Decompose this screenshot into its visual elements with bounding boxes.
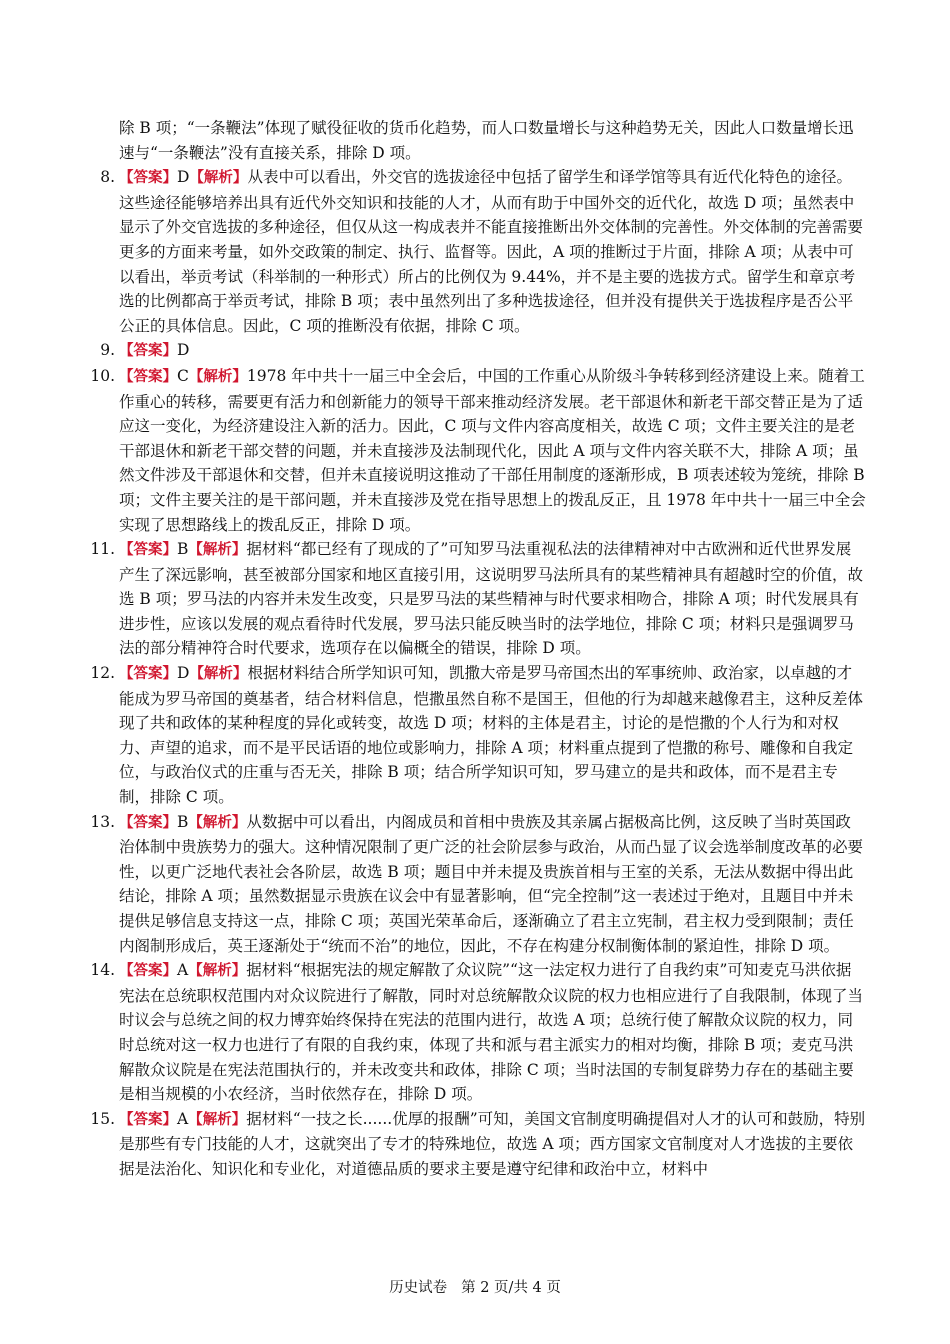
analysis-tag: 【解析】: [188, 542, 247, 559]
answer-item: [82, 958, 866, 1107]
answer-item: [82, 661, 866, 810]
item-number: 8.: [100, 168, 115, 187]
continued-paragraph: 除 B 项；“一条鞭法”体现了赋役征收的货币化趋势，而人口数量增长与这种趋势无关，因此人口数量增长迅速与“一条鞭法”没有直接关系，排除 D 项。: [119, 119, 854, 162]
answer-list: [82, 165, 866, 1181]
analysis-tag: 【解析】: [188, 814, 247, 831]
answer-item: [82, 338, 866, 364]
analysis-tag: 【解析】: [189, 666, 248, 683]
analysis-tag: 【解析】: [189, 170, 248, 187]
answer-tag: 【答案】: [119, 666, 177, 683]
answer-tag: 【答案】: [119, 542, 177, 559]
answer-letter: D: [177, 341, 190, 360]
analysis-text: 据材料“都已经有了现成的了”可知罗马法重视私法的法律精神对中古欧洲和近代世界发展产生了深远影响，甚至被部分国家和地区直接引用，这说明罗马法所具有的某些精神具有超越时空的价值，故选 B 项；罗马法的内容并未发生改变，只是罗马法的某些精神与时代要求相吻合，排除 A 项；时代发展具有进步性，应该以发展的观点看待时代发展，罗马法只能反映当时的法学地位，排除 C 项；材料只是强调罗马法的部分精神符合时代要求，选项存在以偏概全的错误，排除 D 项。: [119, 540, 864, 658]
answer-letter: A: [177, 961, 189, 980]
answer-tag: 【答案】: [119, 1111, 177, 1128]
item-number: 10.: [90, 366, 115, 385]
answer-item: [82, 537, 866, 661]
item-number: 9.: [100, 341, 115, 360]
footer-page-number: 第 2 页/共 4 页: [461, 1280, 561, 1296]
answer-tag: 【答案】: [119, 814, 177, 831]
analysis-text: 1978 年中共十一届三中全会后，中国的工作重心从阶级斗争转移到经济建设上来。随着工作重心的转移，需要更有活力和创新能力的领导干部来推动经济发展。老干部退休和新老干部交替正是为了适应这一变化，为经济建设注入新的活力。因此，C 项与文件内容高度相关，故选 C 项；文件主要关注的是老干部退休和新老干部交替的问题，并未直接涉及法制现代化，因此 A 项与文件内容关联不大，排除 A 项；虽然文件涉及干部退休和交替，但并未直接说明这推动了干部任用制度的逐渐形成，B 项表述较为笼统，排除 B 项；文件主要关注的是干部问题，并未直接涉及党在指导思想上的拨乱反正，且 1978 年中共十一届三中全会实现了思想路线上的拨乱反正，排除 D 项。: [119, 366, 866, 534]
analysis-text: 从数据中可以看出，内阁成员和首相中贵族及其亲属占据极高比例，这反映了当时英国政治体制中贵族势力的强大。这种情况限制了更广泛的社会阶层参与政治，从而凸显了议会选举制度改革的必要性，以更广泛地代表社会各阶层，故选 B 项；题目中并未提及贵族首相与王室的关系，无法从数据中得出此结论，排除 A 项；虽然数据显示贵族在议会中有显著影响，但“完全控制”这一表述过于绝对，且题目中并未提供足够信息支持这一点，排除 C 项；英国光荣革命后，逐渐确立了君主立宪制，君主权力受到限制；责任内阁制形成后，英王逐渐处于“统而不治”的地位，因此，不存在构建分权制衡体制的紧迫性，排除 D 项。: [119, 812, 864, 955]
page-footer: [0, 1276, 950, 1297]
answer-letter: D: [177, 168, 190, 187]
analysis-text: 从表中可以看出，外交官的选拔途径中包括了留学生和译学馆等具有近代化特色的途径。这些途径能够培养出具有近代外交知识和技能的人才，从而有助于中国外交的近代化，故选 D 项；虽然表中显示了外交官选拔的多种途径，但仅从这一构成表并不能直接推断出外交体制的完善性。外交体制的完善需要更多的方面来考量，如外交政策的制定、执行、监督等。因此，A 项的推断过于片面，排除 A 项；从表中可以看出，举贡考试（科举制的一种形式）所占的比例仅为 9.44%，并不是主要的选拔方式。留学生和章京考选的比例都高于举贡考试，排除 B 项；表中虽然列出了多种选拔途径，但并没有提供关于选拔程序是否公平公正的具体信息。因此，C 项的推断没有依据，排除 C 项。: [119, 168, 864, 335]
answer-item: [82, 1107, 866, 1182]
answer-item: [82, 810, 866, 959]
analysis-text: 据材料“一技之长......优厚的报酬”可知，美国文官制度明确提倡对人才的认可和鼓励，特别是那些有专门技能的人才，这就突出了专才的特殊地位，故选 A 项；西方国家文官制度对人才选拔的主要依据是法治化、知识化和专业化，对道德品质的要求主要是遵守纪律和政治中立，材料中: [119, 1109, 866, 1178]
answer-letter: B: [177, 540, 189, 559]
answer-tag: 【答案】: [119, 170, 177, 187]
answer-item: [82, 364, 866, 537]
answer-letter: A: [177, 1109, 189, 1128]
answer-letter: C: [177, 366, 189, 385]
answer-letter: B: [177, 812, 189, 831]
answer-tag: 【答案】: [119, 963, 177, 980]
answer-tag: 【答案】: [119, 343, 177, 360]
item-number: 12.: [90, 664, 115, 683]
analysis-tag: 【解析】: [188, 963, 247, 980]
analysis-text: 根据材料结合所学知识可知，凯撒大帝是罗马帝国杰出的军事统帅、政治家，以卓越的才能成为罗马帝国的奠基者，结合材料信息，恺撒虽然自称不是国王，但他的行为却越来越像君主，这种反差体现了共和政体的某种程度的异化或转变，故选 D 项；材料的主体是君主，讨论的是恺撒的个人行为和对权力、声望的追求，而不是平民话语的地位或影响力，排除 A 项；材料重点提到了恺撒的称号、雕像和自我定位，与政治仪式的庄重与否无关，排除 B 项；结合所学知识可知，罗马建立的是共和政体，而不是君主专制，排除 C 项。: [119, 664, 864, 807]
answer-content: [82, 116, 866, 1182]
item-number: 13.: [90, 812, 115, 831]
answer-letter: D: [177, 664, 190, 683]
answer-tag: 【答案】: [119, 368, 177, 385]
answer-item: [82, 165, 866, 338]
item-number: 11.: [90, 540, 115, 559]
analysis-text: 据材料“根据宪法的规定解散了众议院”“这一法定权力进行了自我约束”可知麦克马洪依据宪法在总统职权范围内对众议院进行了解散，同时对总统解散众议院的权力也相应进行了自我限制，体现了当时议会与总统之间的权力博弈始终保持在宪法的范围内进行，故选 A 项；总统行使了解散众议院的权力，同时总统对这一权力也进行了有限的自我约束，体现了共和派与君主派实力的相对均衡，排除 B 项；麦克马洪解散众议院是在宪法范围执行的，并未改变共和政体，排除 C 项；当时法国的专制复辟势力存在的基础主要是相当规模的小农经济，当时依然存在，排除 D 项。: [119, 961, 864, 1104]
analysis-tag: 【解析】: [188, 368, 247, 385]
item-number: 14.: [90, 961, 115, 980]
footer-subject: 历史试卷: [389, 1280, 448, 1296]
item-number: 15.: [90, 1109, 115, 1128]
analysis-tag: 【解析】: [188, 1111, 247, 1128]
